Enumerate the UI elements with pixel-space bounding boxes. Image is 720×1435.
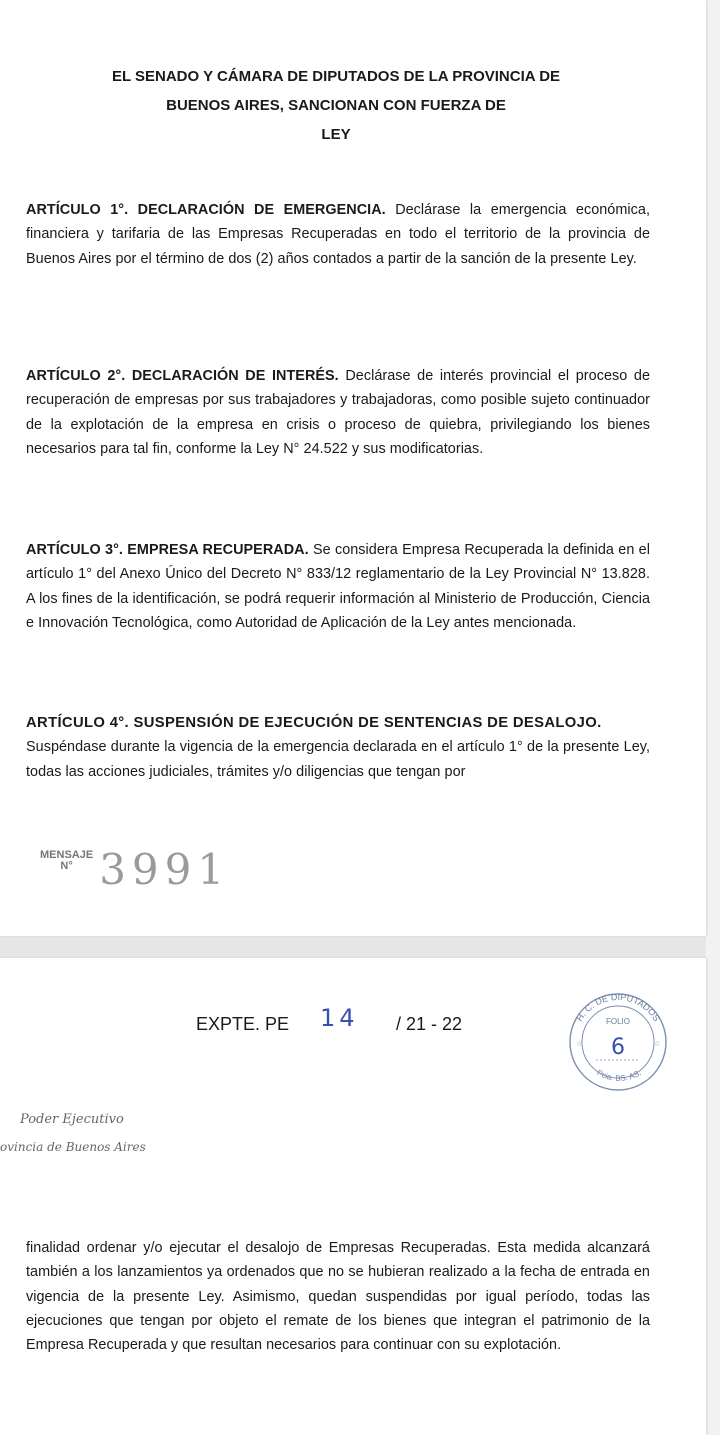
mensaje-label [40,850,93,872]
stamp-folio-number: 6 [611,1035,625,1060]
stamp-top-text: H. C. DE DIPUTADOS [574,991,662,1023]
folio-stamp [562,990,674,1094]
article-4-heading: ARTÍCULO 4°. SUSPENSIÓN DE EJECUCIÓN DE SENTENCIAS DE DESALOJO. [26,715,602,731]
article-1-body: Declárase la emergencia económica, financiera y tarifaria de las Empresas Recuperadas en todo el territorio de la provincia de Buenos Aires por el término de dos (2) años contados a partir de la sanción de la presente Ley. [26,202,650,267]
expte-number: / 21 - 22 [396,1014,463,1034]
article-2 [26,364,650,461]
mensaje-stamp [40,846,230,894]
star-icon: ☆ [576,1040,583,1048]
preamble-line-2: BUENOS AIRES, SANCIONAN CON FUERZA DE [166,97,506,114]
article-4-continuation: finalidad ordenar y/o ejecutar el desalojo de Empresas Recuperadas. Esta medida alcanzará también a los lanzamientos ya ordenados que no se hubieran realizado a la fecha de entrada en vigencia de la presente Ley. Asimismo, quedan suspendidas por igual período, todas las ejecuciones que tengan por objeto el remate de los bienes que integran el patrimonio de la Empresa Recuperada y que resultan necesarios para continuar con su explotación. [26,1240,650,1354]
stamp-bottom-text: Pcia. BS. AS. [595,1068,643,1083]
letterhead-line-2: ovincia de Buenos Aires [0,1140,146,1154]
article-4-body: Suspéndase durante la vigencia de la emergencia declarada en el artículo 1° de la presente Ley, todas las acciones judiciales, trámites y/o diligencias que tengan por [26,739,650,780]
mensaje-number: 3991 [99,845,231,894]
mensaje-label-top: MENSAJE [40,849,94,861]
expte-label: EXPTE. PE [196,1014,290,1034]
article-3-body: Se considera Empresa Recuperada la definida en el artículo 1° del Anexo Único del Decreto N° 833/12 reglamentario de la Ley Provincial N° 13.828. A los fines de la identificación, se podrá requerir información al Ministerio de Producción, Ciencia e Innovación Tecnológica, como Autoridad de Aplicación de la Ley antes mencionada. [26,542,650,631]
preamble-line-1: EL SENADO Y CÁMARA DE DIPUTADOS DE LA PROVINCIA DE [111,68,561,85]
article-4 [26,711,650,784]
letterhead-line-1: Poder Ejecutivo [20,1112,124,1127]
viewer-edge [706,0,720,1435]
article-3-heading: ARTÍCULO 3°. EMPRESA RECUPERADA. [26,542,309,558]
article-3 [26,538,650,635]
law-preamble [40,62,632,149]
mensaje-label-bottom: N° [60,860,73,872]
star-icon: ☆ [654,1040,661,1048]
preamble-line-3: LEY [321,126,351,143]
stamp-folio-label: FOLIO [605,1017,631,1026]
article-2-heading: ARTÍCULO 2°. DECLARACIÓN DE INTERÉS. [26,368,339,384]
expte-handwritten-number: 14 [320,1004,359,1032]
article-2-body: Declárase de interés provincial el proceso de recuperación de empresas por sus trabajadores y trabajadoras, como posible sujeto continuador de la explotación de la empresa en crisis o proceso de quiebra, privilegiando los bienes necesarios para tal fin, conforme la Ley N° 24.522 y sus modificatorias. [26,368,650,457]
article-1-heading: ARTÍCULO 1°. DECLARACIÓN DE EMERGENCIA. [26,202,386,218]
article-1 [26,198,650,271]
